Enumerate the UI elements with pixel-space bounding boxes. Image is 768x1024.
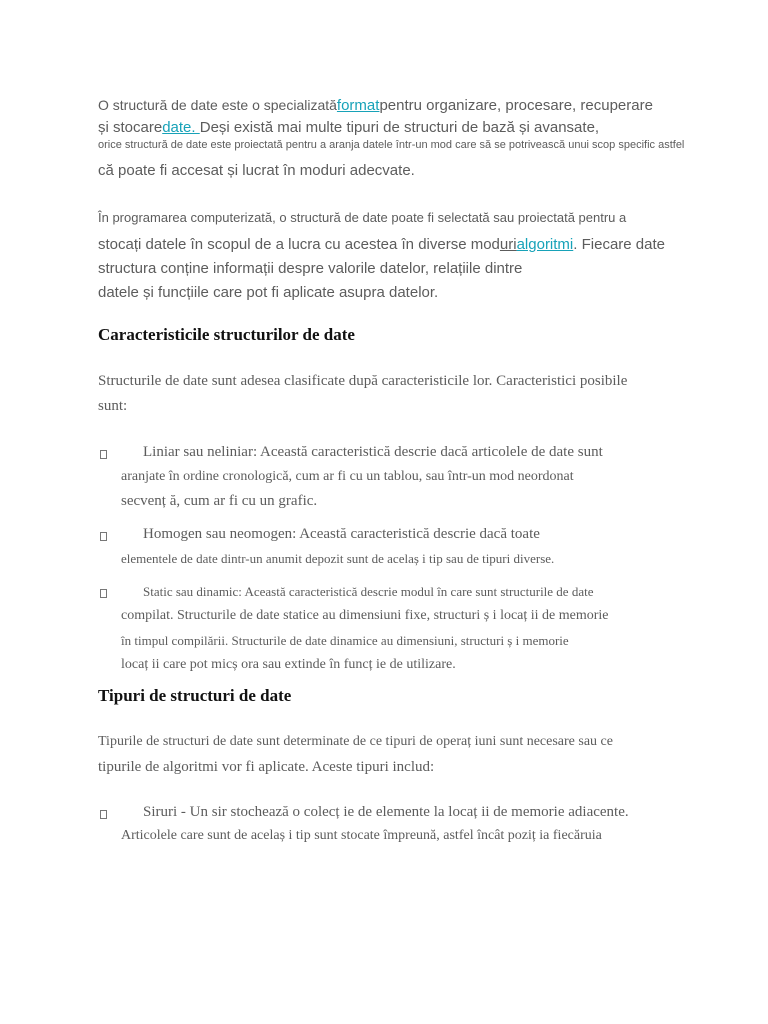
p1-line-4: că poate fi accesat și lucrat în moduri adecvate. (98, 162, 415, 179)
type-1-line-2: Articolele care sunt de acelaș i tip sunt stocate împreună, astfel încât poziț ia fiecăruia (121, 828, 602, 843)
bullet-box-icon (100, 532, 107, 541)
char-1-line-1: Liniar sau neliniar: Această caracteristică descrie dacă articolele de date sunt (143, 444, 603, 460)
p1-text-2b: Deși există mai multe tipuri de structuri de bază și avansate, (199, 119, 600, 136)
date-link[interactable]: date. (162, 119, 200, 136)
p2-text-2b: . Fiecare date (573, 236, 665, 253)
intro-line-2: sunt: (98, 398, 128, 414)
types-intro-line-2: tipurile de algoritmi vor fi aplicate. Aceste tipuri includ: (98, 759, 435, 775)
bullet-box-icon (100, 589, 107, 598)
bullet-box-icon (100, 450, 107, 459)
char-2-line-1: Homogen sau neomogen: Această caracteristică descrie dacă toate (143, 526, 540, 542)
type-1-line-1: Siruri - Un sir stochează o colecț ie de elemente la locaț ii de memorie adiacente. (143, 804, 629, 820)
p2-text-2a: stocați datele în scopul de a lucra cu acestea în diverse mod (98, 236, 500, 253)
heading-characteristics: Caracteristicile structurilor de date (98, 325, 355, 344)
p2-line-3: structura conține informații despre valorile datelor, relațiile dintre (98, 260, 523, 277)
p2-line-4: datele și funcțiile care pot fi aplicate asupra datelor. (98, 284, 439, 301)
types-intro-line-1: Tipurile de structuri de date sunt determinate de ce tipuri de operaț iuni sunt necesare sau ce (98, 734, 613, 749)
char-1-line-3: secvenț ă, cum ar fi cu un grafic. (121, 493, 318, 509)
p1-line-2 (98, 119, 599, 136)
bullet-box-icon (100, 810, 107, 819)
p1-line-1 (98, 97, 653, 114)
char-2-line-2: elementele de date dintr-un anumit depozit sunt de acelaș i tip sau de tipuri diverse. (121, 551, 555, 566)
p1-line-3: orice structură de date este proiectată pentru a aranja datele într-un mod care să se potrivească unui scop specific astfel (98, 139, 685, 151)
p1-text-1a: O structură de date este o specializată (98, 97, 337, 113)
format-link[interactable]: format (336, 97, 380, 114)
char-3-line-4: locaț ii care pot micș ora sau extinde în funcț ie de utilizare. (121, 657, 456, 672)
char-3-line-2: compilat. Structurile de date statice au dimensiuni fixe, structuri ș i locaț ii de memorie (121, 608, 609, 623)
heading-types: Tipuri de structuri de date (98, 686, 292, 705)
p2-line-2 (98, 236, 665, 253)
char-3-line-1: Static sau dinamic: Această caracteristică descrie modul în care sunt structurile de date (143, 584, 594, 599)
p2-text-2u: uri (499, 236, 517, 253)
intro-line-1: Structurile de date sunt adesea clasificate după caracteristicile lor. Caracteristici posibile (98, 373, 628, 389)
algoritmi-link[interactable]: algoritmi (516, 236, 574, 253)
p1-text-1b: pentru organizare, procesare, recuperare (379, 97, 653, 114)
char-1-line-2: aranjate în ordine cronologică, cum ar fi cu un tablou, sau într-un mod neordonat (121, 469, 574, 484)
p1-text-2a: și stocare (98, 119, 163, 136)
p2-line-1: În programarea computerizată, o structură de date poate fi selectată sau proiectată pentru a (98, 210, 627, 225)
char-3-line-3: în timpul compilării. Structurile de date dinamice au dimensiuni, structuri ș i memorie (121, 633, 569, 648)
